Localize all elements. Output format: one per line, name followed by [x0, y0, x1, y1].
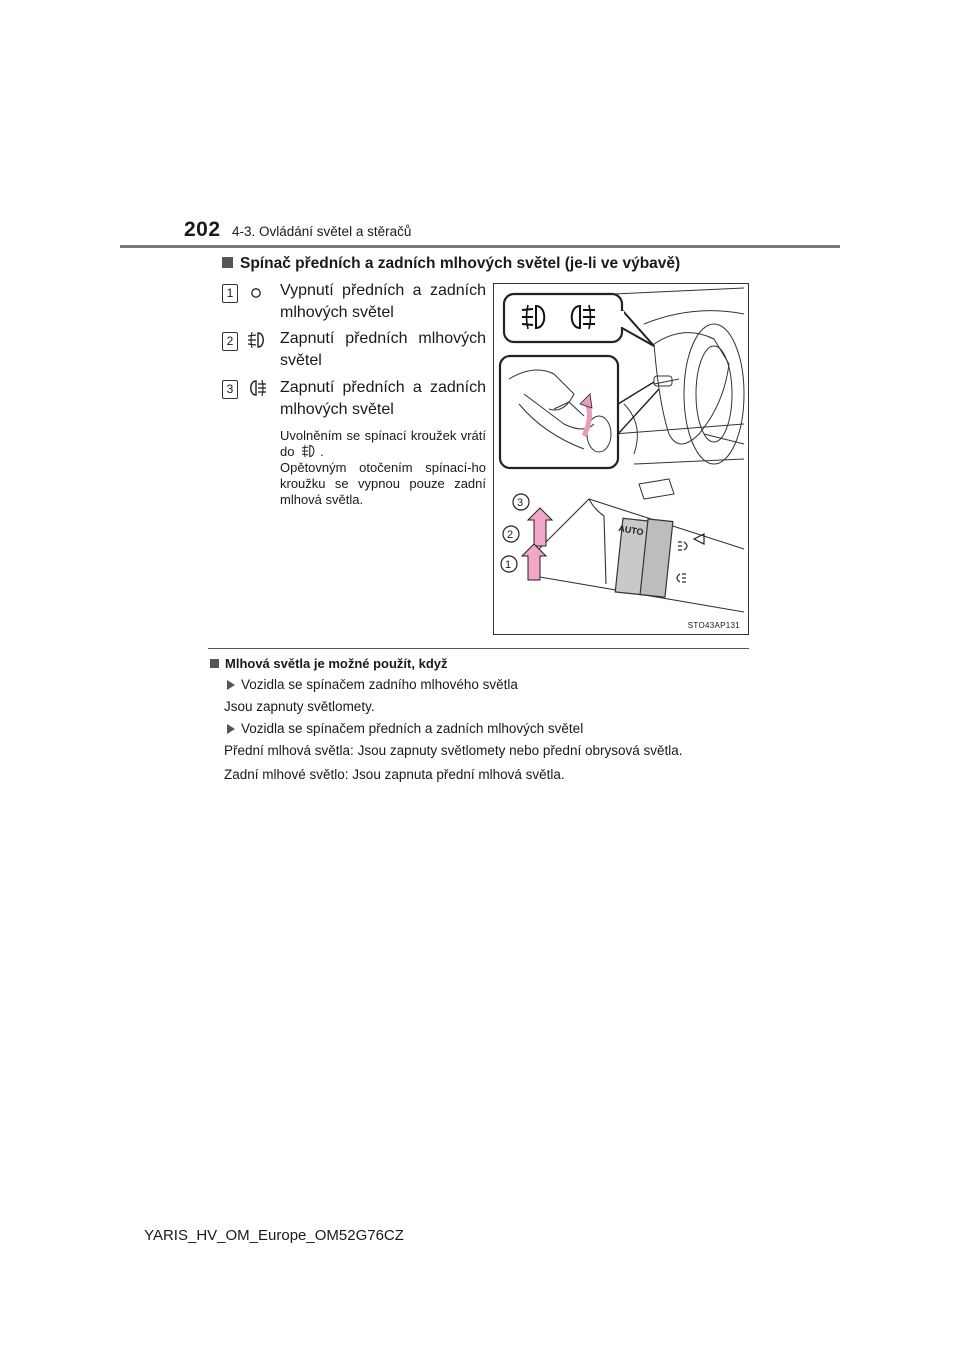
header-divider — [120, 245, 840, 248]
note-text-2: . — [320, 444, 324, 459]
item-1-text: Vypnutí předních a zadních mlhových světel — [280, 282, 486, 321]
front-fog-light-icon — [246, 331, 268, 349]
square-bullet-icon — [222, 257, 233, 268]
heading-text: Spínač předních a zadních mlhových světel (je-li ve výbavě) — [240, 255, 681, 272]
section-divider — [208, 648, 749, 649]
step-number-1: 1 — [222, 284, 238, 303]
condition-line-3: Zadní mlhové světlo: Jsou zapnuta přední mlhová světla. — [224, 767, 565, 782]
square-bullet-icon — [210, 659, 219, 668]
callout-3: 3 — [517, 497, 524, 509]
bullet-item-1 — [227, 677, 518, 692]
bullet-item-2 — [227, 721, 583, 736]
item-3-text: Zapnutí předních a zadních mlhových světel — [280, 379, 486, 418]
figure-code: STO43AP131 — [687, 621, 740, 630]
illustration-drawing — [494, 284, 748, 634]
callout-2: 2 — [507, 529, 514, 541]
callout-1: 1 — [505, 559, 512, 571]
condition-line-2: Přední mlhová světla: Jsou zapnuty světlomety nebo přední obrysová světla. — [224, 743, 683, 758]
condition-line-1: Jsou zapnuty světlomety. — [224, 699, 375, 714]
bullet-1-text: Vozidla se spínačem zadního mlhového světla — [241, 677, 518, 692]
auto-label: AUTO — [617, 523, 645, 538]
document-id: YARIS_HV_OM_Europe_OM52G76CZ — [144, 1227, 404, 1244]
step-number-2: 2 — [222, 332, 238, 351]
rear-fog-light-icon — [246, 379, 268, 397]
page-heading — [222, 255, 680, 273]
triangle-bullet-icon — [227, 680, 235, 690]
conditions-heading — [210, 656, 448, 671]
note-text-3: Opětovným otočením spínací-ho kroužku se vypnou pouze zadní mlhová světla. — [280, 460, 486, 507]
page-number: 202 — [184, 218, 221, 241]
triangle-bullet-icon — [227, 724, 235, 734]
front-fog-light-icon — [300, 444, 318, 458]
bullet-2-text: Vozidla se spínačem předních a zadních mlhových světel — [241, 721, 584, 736]
fog-light-switch-illustration — [493, 283, 749, 635]
off-symbol-icon — [250, 287, 262, 299]
item-2-text: Zapnutí předních mlhových světel — [280, 330, 486, 369]
conditions-heading-text: Mlhová světla je možné použít, když — [225, 656, 448, 671]
section-title: 4-3. Ovládání světel a stěračů — [232, 224, 412, 239]
step-number-3: 3 — [222, 380, 238, 399]
note-text-1: Uvolněním se spínací kroužek vrátí do — [280, 428, 486, 459]
note-paragraph — [280, 428, 486, 508]
